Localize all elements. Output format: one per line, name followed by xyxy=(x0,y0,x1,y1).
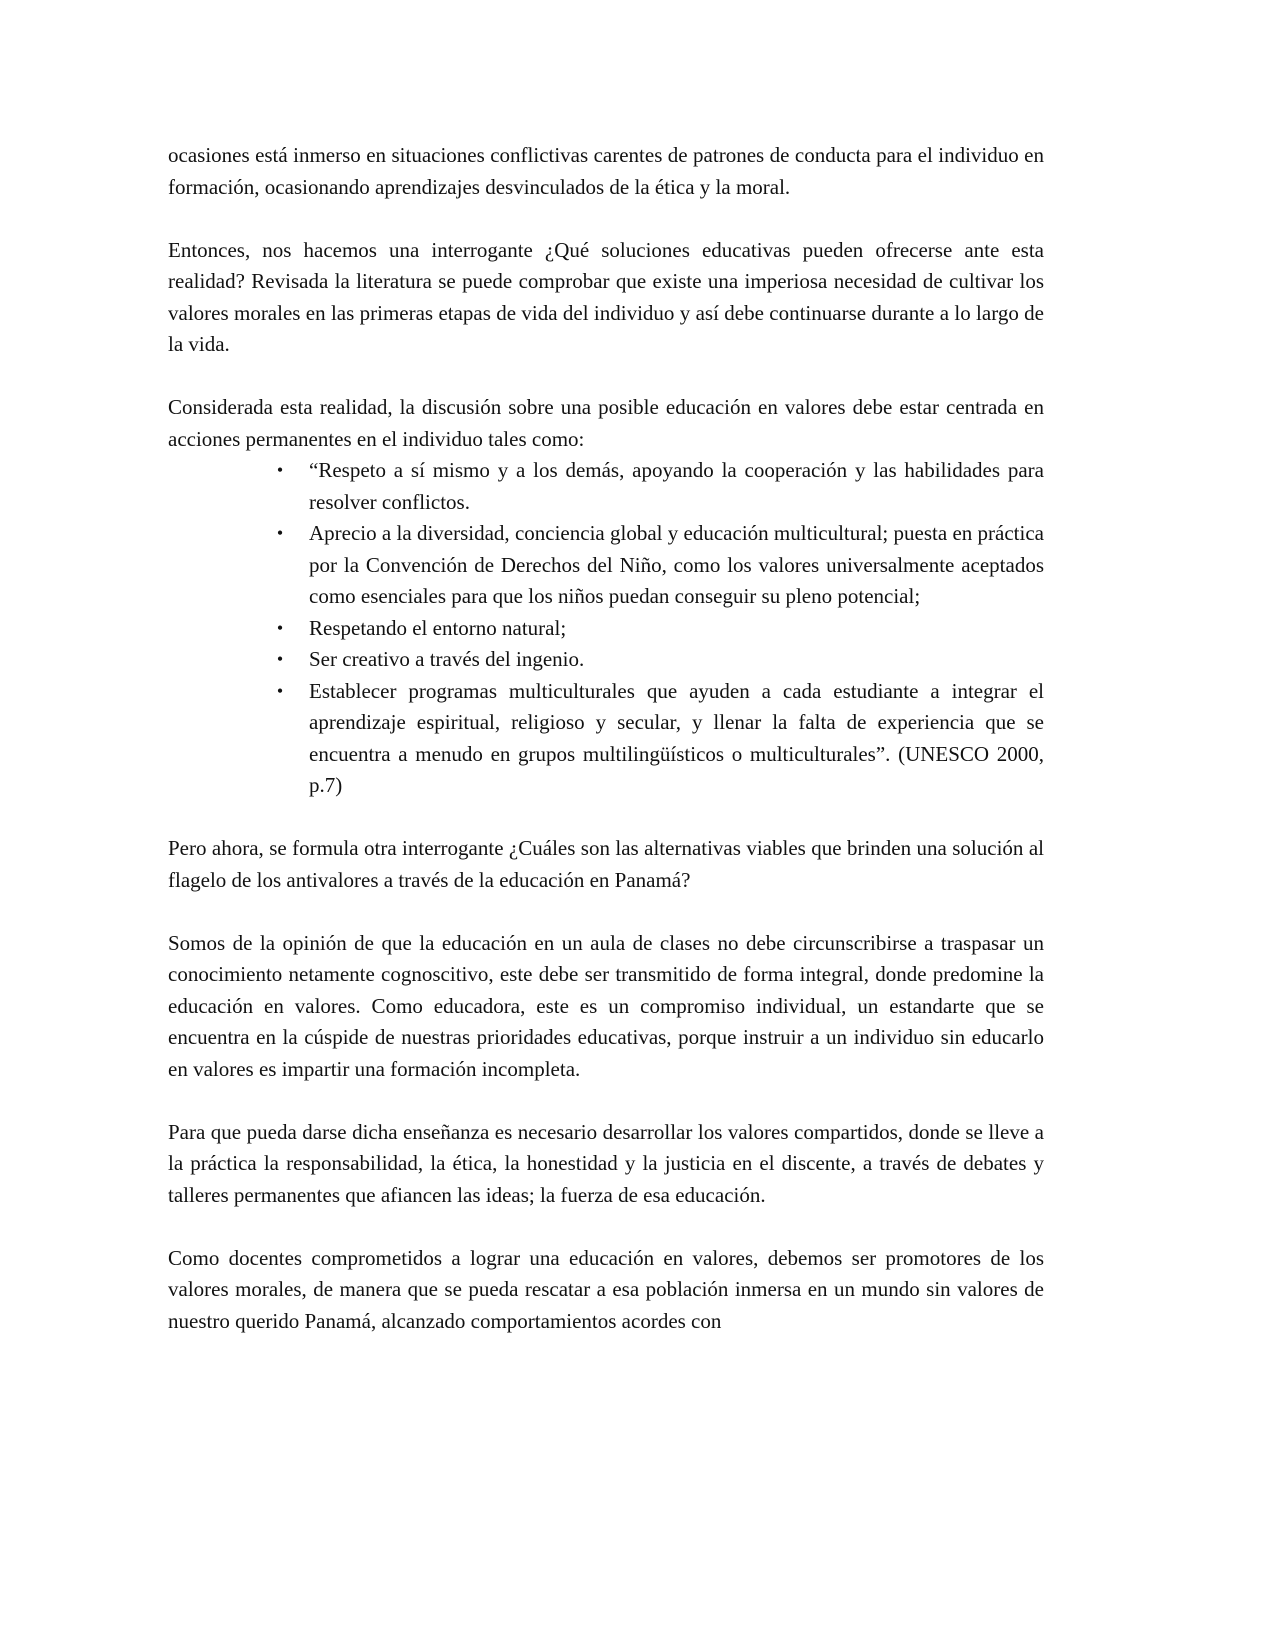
list-item xyxy=(276,644,1044,676)
paragraph-pero-ahora: Pero ahora, se formula otra interrogante ¿Cuáles son las alternativas viables que brinden una solución al flagelo de los antivalores a través de la educación en Panamá? xyxy=(168,836,1044,892)
paragraph-considerada: Considerada esta realidad, la discusión sobre una posible educación en valores debe estar centrada en acciones permanentes en el individuo tales como: xyxy=(168,395,1044,451)
list-item xyxy=(276,518,1044,613)
document-body xyxy=(168,140,1044,1337)
list-item-text: “Respeto a sí mismo y a los demás, apoyando la cooperación y las habilidades para resolver conflictos. xyxy=(309,458,1044,514)
list-item xyxy=(276,676,1044,802)
bullet-icon: • xyxy=(276,617,284,638)
list-item xyxy=(276,455,1044,518)
list-item-text: Aprecio a la diversidad, conciencia global y educación multicultural; puesta en práctica por la Convención de Derechos del Niño, como los valores universalmente aceptados como esenciales para que los niños puedan conseguir su pleno potencial; xyxy=(309,521,1044,608)
list-item-text: Establecer programas multiculturales que ayuden a cada estudiante a integrar el aprendizaje espiritual, religioso y secular, y llenar la falta de experiencia que se encuentra a menudo en grupos multilingüísticos o multiculturales”. (UNESCO 2000, p.7) xyxy=(309,678,1044,797)
paragraph-entonces: Entonces, nos hacemos una interrogante ¿Qué soluciones educativas pueden ofrecerse ante esta realidad? Revisada la literatura se puede comprobar que existe una imperiosa necesidad de cultivar los valores morales en las primeras etapas de vida del individuo y así debe continuarse durante a lo largo de la vida. xyxy=(168,237,1044,356)
bullet-icon: • xyxy=(276,680,284,701)
list-item-text: Ser creativo a través del ingenio. xyxy=(309,647,585,671)
bullet-icon: • xyxy=(276,649,284,669)
list-item xyxy=(276,613,1044,645)
paragraph-como-docentes: Como docentes comprometidos a lograr una educación en valores, debemos ser promotores de los valores morales, de manera que se pueda rescatar a esa población inmersa en un mundo sin valores de nuestro querido Panamá, alcanzado comportamientos acordes con xyxy=(168,1245,1044,1333)
paragraph-somos-de: Somos de la opinión de que la educación en un aula de clases no debe circunscribirse a traspasar un conocimiento netamente cognoscitivo, este debe ser transmitido de forma integral, donde predomine la educación en valores. Como educadora, este es un compromiso individual, un estandarte que se encuentra en la cúspide de nuestras prioridades educativas, porque instruir a un individuo sin educarlo en valores es impartir una formación incompleta. xyxy=(168,930,1044,1081)
paragraph-ocasiones: ocasiones está inmerso en situaciones conflictivas carentes de patrones de conducta para el individuo en formación, ocasionando aprendizajes desvinculados de la ética y la moral. xyxy=(168,143,1044,199)
paragraph-para-que: Para que pueda darse dicha enseñanza es necesario desarrollar los valores compartidos, donde se lleve a la práctica la responsabilidad, la ética, la honestidad y la justicia en el discente, a través de debates y talleres permanentes que afiancen las ideas; la fuerza de esa educación. xyxy=(168,1119,1044,1207)
list-item-text: Respetando el entorno natural; xyxy=(309,615,567,640)
bullet-icon: • xyxy=(276,460,284,480)
values-bullet-list xyxy=(168,455,1044,802)
bullet-icon: • xyxy=(276,523,284,543)
